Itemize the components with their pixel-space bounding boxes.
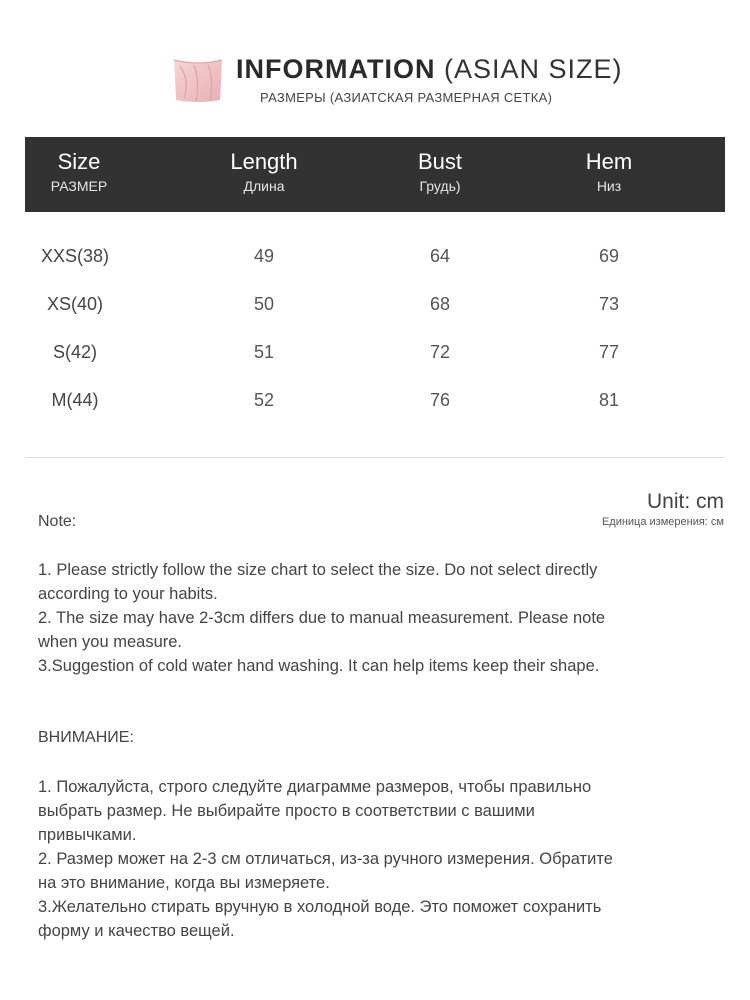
title-light-text: (ASIAN SIZE) (444, 54, 623, 84)
note-line: привычками. (38, 826, 137, 844)
unit-label: Unit: cm (646, 490, 724, 513)
column-header-length (204, 149, 324, 197)
cell-length: 52 (253, 390, 275, 410)
cell-hem: 69 (598, 246, 620, 266)
cell-hem: 77 (598, 342, 620, 362)
cell-length: 51 (253, 342, 275, 362)
note-line: when you measure. (38, 633, 182, 651)
column-header-ru: РАЗМЕР (50, 178, 108, 194)
page-header (0, 50, 750, 112)
page-subtitle: РАЗМЕРЫ (АЗИАТСКАЯ РАЗМЕРНАЯ СЕТКА) (260, 90, 553, 105)
cell-bust: 64 (429, 246, 451, 266)
page-title (236, 54, 623, 85)
cell-length: 49 (253, 246, 275, 266)
table-row (25, 232, 725, 280)
column-header-en: Size (57, 149, 101, 174)
column-header-size (19, 149, 139, 197)
cell-length: 50 (253, 294, 275, 314)
cell-bust: 68 (429, 294, 451, 314)
cell-bust: 72 (429, 342, 451, 362)
column-header-hem (549, 149, 669, 197)
note-line: 2. The size may have 2-3cm differs due to manual measurement. Please note (38, 609, 606, 627)
unit-label-ru: Единица измерения: см (601, 516, 724, 528)
note-line: выбрать размер. Не выбирайте просто в соответствии с вашими (38, 802, 535, 820)
note-line: на это внимание, когда вы измеряете. (38, 874, 330, 892)
size-table-body (25, 232, 725, 424)
note-line: 2. Размер может на 2-3 см отличаться, из-за ручного измерения. Обратите (38, 850, 613, 868)
notes-russian-label: ВНИМАНИЕ: (38, 729, 134, 746)
table-row (25, 280, 725, 328)
table-row (25, 376, 725, 424)
note-line: 1. Please strictly follow the size chart to select the size. Do not select directly (38, 561, 598, 579)
cell-hem: 81 (598, 390, 620, 410)
column-header-ru: Грудь) (419, 178, 461, 194)
column-header-en: Bust (417, 149, 463, 174)
cell-hem: 73 (598, 294, 620, 314)
column-header-en: Length (230, 149, 298, 174)
column-header-ru: Длина (243, 178, 285, 194)
note-line: according to your habits. (38, 585, 218, 603)
notes-english (38, 558, 728, 678)
note-line: 3.Желательно стирать вручную в холодной воде. Это поможет сохранить (38, 898, 602, 916)
size-table-header (25, 137, 725, 212)
column-header-en: Hem (585, 149, 633, 174)
note-line: форму и качество вещей. (38, 922, 235, 940)
cell-size: S(42) (52, 342, 97, 362)
note-line: 1. Пожалуйста, строго следуйте диаграмме размеров, чтобы правильно (38, 778, 592, 796)
column-header-ru: Низ (596, 178, 622, 194)
product-thumbnail-image (170, 56, 226, 106)
cell-size: M(44) (51, 390, 99, 410)
section-divider (25, 457, 725, 458)
table-row (25, 328, 725, 376)
note-label: Note: (38, 513, 77, 530)
title-bold-text: INFORMATION (236, 54, 436, 84)
cell-bust: 76 (429, 390, 451, 410)
note-line: 3.Suggestion of cold water hand washing. It can help items keep their shape. (38, 657, 600, 675)
column-header-bust (380, 149, 500, 197)
cell-size: XS(40) (46, 294, 104, 314)
notes-russian (38, 775, 728, 943)
cell-size: XXS(38) (40, 246, 110, 266)
